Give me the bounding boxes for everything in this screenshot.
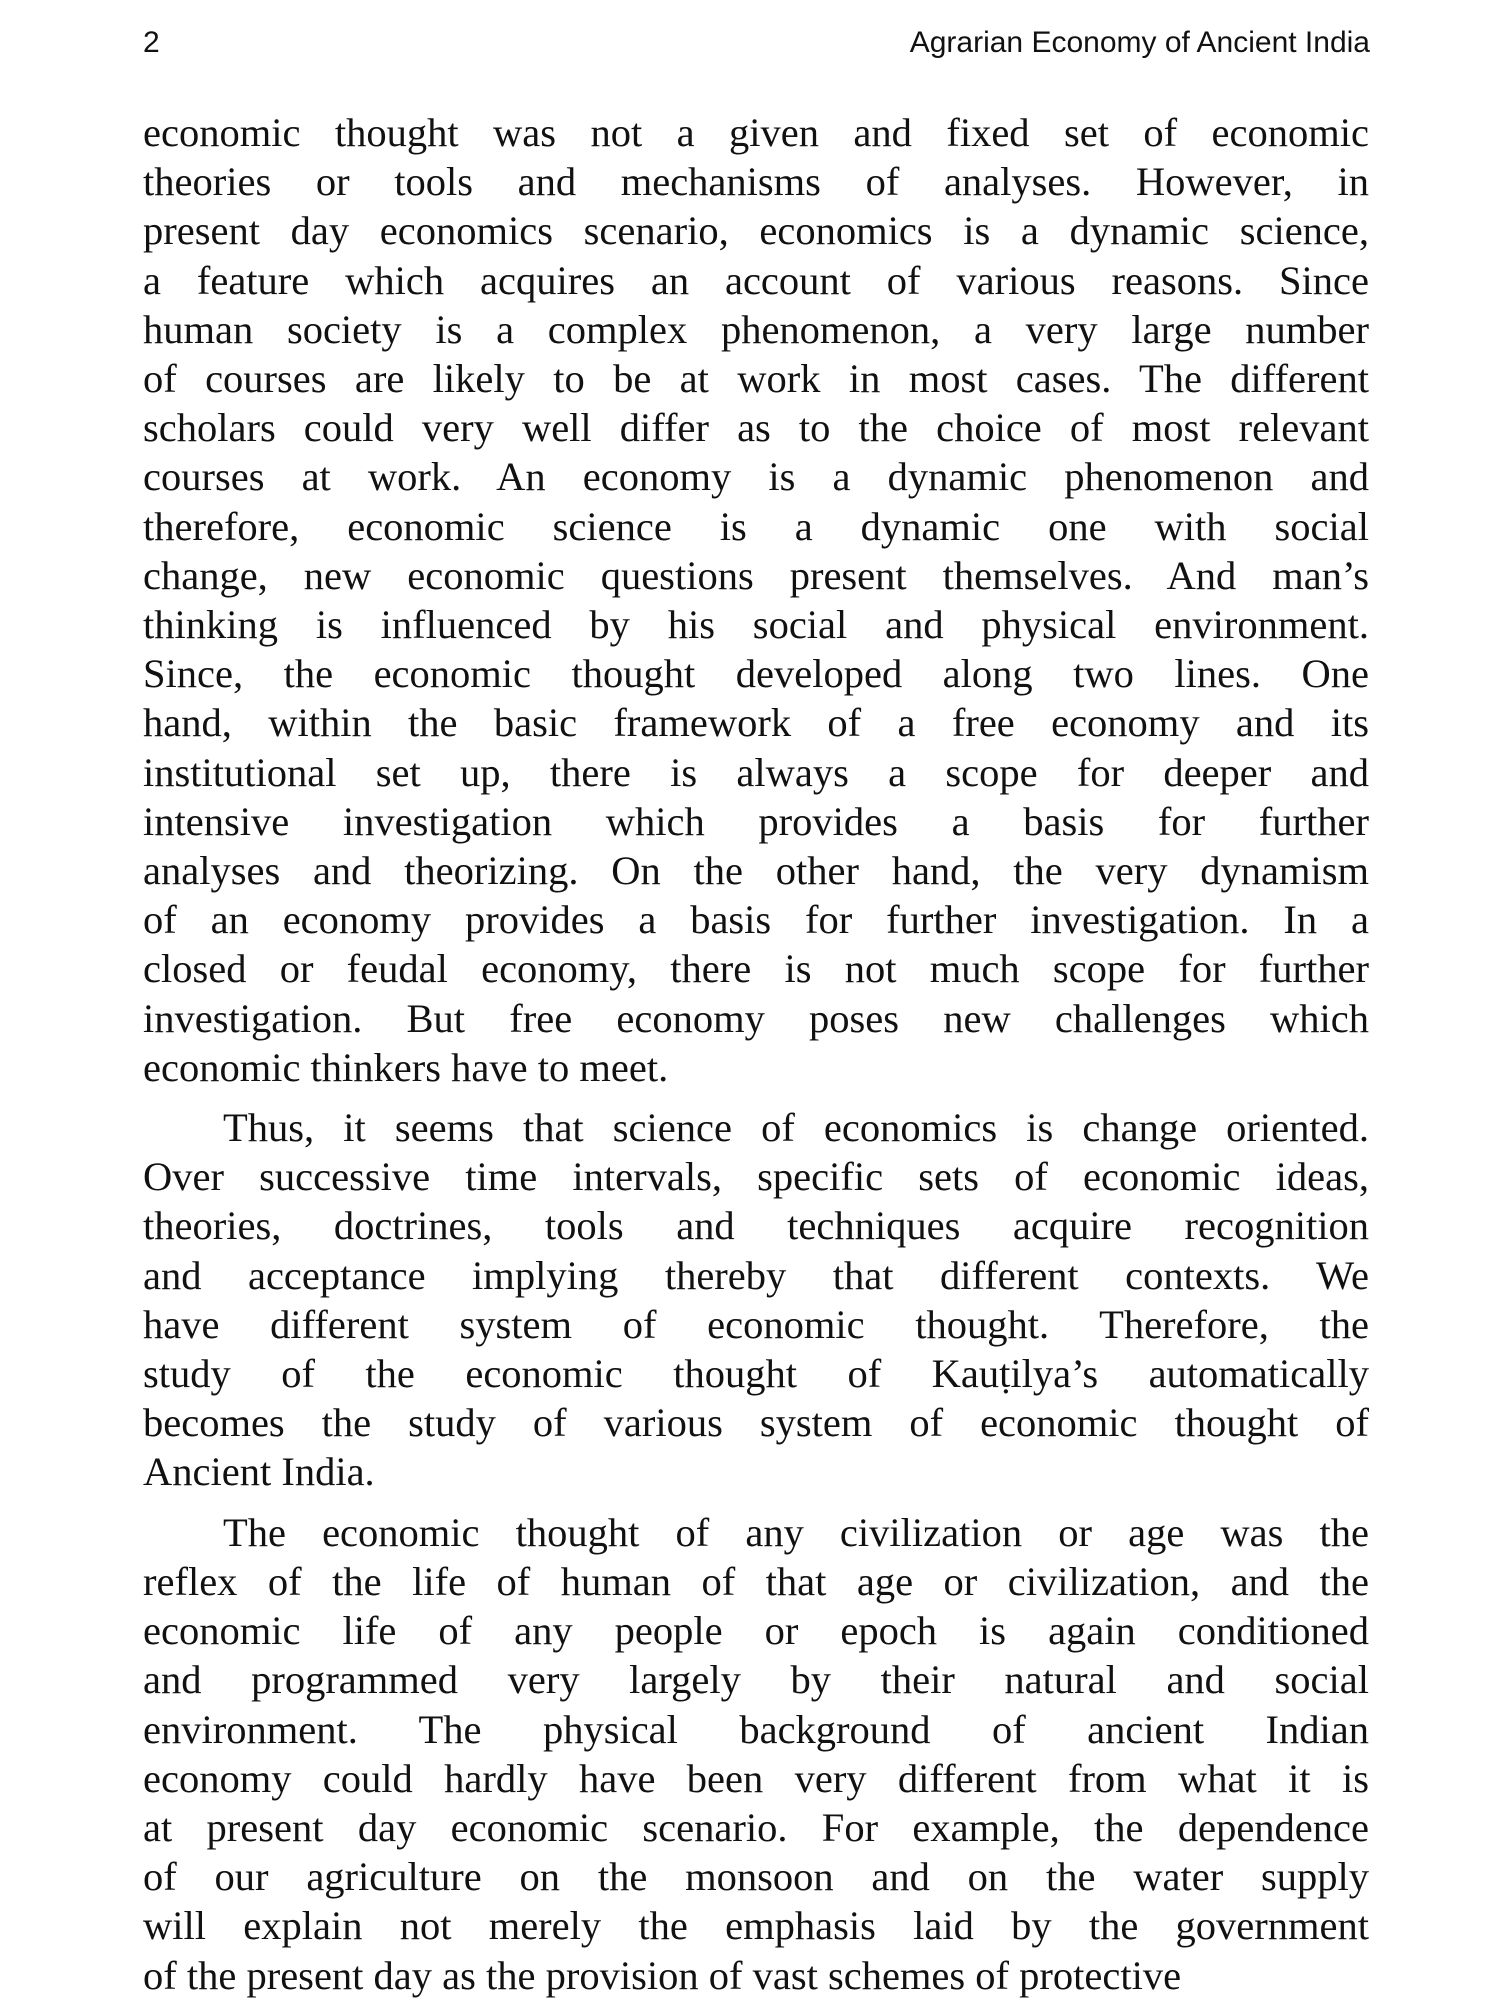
text-line: becomes the study of various system of economic thought of xyxy=(143,1400,1369,1446)
text-line: economic thinkers have to meet. xyxy=(143,1044,669,1090)
text-line: analyses and theorizing. On the other hand, the very dynamism xyxy=(143,848,1369,894)
text-line: of our agriculture on the monsoon and on the water supply xyxy=(143,1854,1369,1900)
text-line: present day economics scenario, economics is a dynamic science, xyxy=(143,208,1369,254)
text-line: therefore, economic science is a dynamic one with social xyxy=(143,503,1369,549)
text-line: at present day economic scenario. For example, the dependence xyxy=(143,1804,1369,1850)
text-line: Ancient India. xyxy=(143,1449,375,1495)
text-line: closed or feudal economy, there is not much scope for further xyxy=(143,946,1369,992)
text-line: will explain not merely the emphasis laid by the government xyxy=(143,1903,1369,1949)
page-header xyxy=(143,26,1370,66)
text-line: Thus, it seems that science of economics is change oriented. xyxy=(223,1105,1369,1151)
text-line: economic life of any people or epoch is again conditioned xyxy=(143,1608,1369,1654)
paragraph xyxy=(143,1103,1369,1497)
text-line: Over successive time intervals, specific sets of economic ideas, xyxy=(143,1154,1369,1200)
text-line: economy could hardly have been very different from what it is xyxy=(143,1755,1369,1801)
text-line: institutional set up, there is always a scope for deeper and xyxy=(143,749,1369,795)
text-line: reflex of the life of human of that age or civilization, and the xyxy=(143,1558,1369,1604)
text-line: study of the economic thought of Kauṭilya’s automatically xyxy=(143,1351,1369,1397)
text-line: change, new economic questions present themselves. And man’s xyxy=(143,552,1369,598)
text-line: human society is a complex phenomenon, a very large number xyxy=(143,306,1369,352)
text-line: theories, doctrines, tools and techniques acquire recognition xyxy=(143,1203,1369,1249)
text-line: theories or tools and mechanisms of analyses. However, in xyxy=(143,159,1369,205)
text-line: Since, the economic thought developed along two lines. One xyxy=(143,651,1369,697)
text-line: of the present day as the provision of vast schemes of protective xyxy=(143,1952,1182,1998)
text-line: a feature which acquires an account of various reasons. Since xyxy=(143,257,1369,303)
text-line: of an economy provides a basis for further investigation. In a xyxy=(143,897,1369,943)
text-line: of courses are likely to be at work in most cases. The different xyxy=(143,356,1369,402)
text-line: have different system of economic thought. Therefore, the xyxy=(143,1301,1369,1347)
text-line: courses at work. An economy is a dynamic phenomenon and xyxy=(143,454,1369,500)
paragraph xyxy=(143,108,1369,1092)
text-line: The economic thought of any civilization or age was the xyxy=(223,1509,1369,1555)
text-line: and programmed very largely by their natural and social xyxy=(143,1657,1369,1703)
text-line: economic thought was not a given and fixed set of economic xyxy=(143,110,1369,155)
text-line: and acceptance implying thereby that different contexts. We xyxy=(143,1252,1369,1298)
paragraph xyxy=(143,1508,1369,2000)
text-line: hand, within the basic framework of a free economy and its xyxy=(143,700,1369,746)
text-line: scholars could very well differ as to the choice of most relevant xyxy=(143,405,1369,451)
running-title: Agrarian Economy of Ancient India xyxy=(909,26,1370,59)
page-number: 2 xyxy=(143,26,160,59)
text-line: investigation. But free economy poses new challenges which xyxy=(143,995,1369,1041)
text-line: thinking is influenced by his social and physical environment. xyxy=(143,602,1369,648)
body-text xyxy=(143,108,1369,2000)
text-line: environment. The physical background of ancient Indian xyxy=(143,1706,1369,1752)
text-line: intensive investigation which provides a basis for further xyxy=(143,798,1369,844)
